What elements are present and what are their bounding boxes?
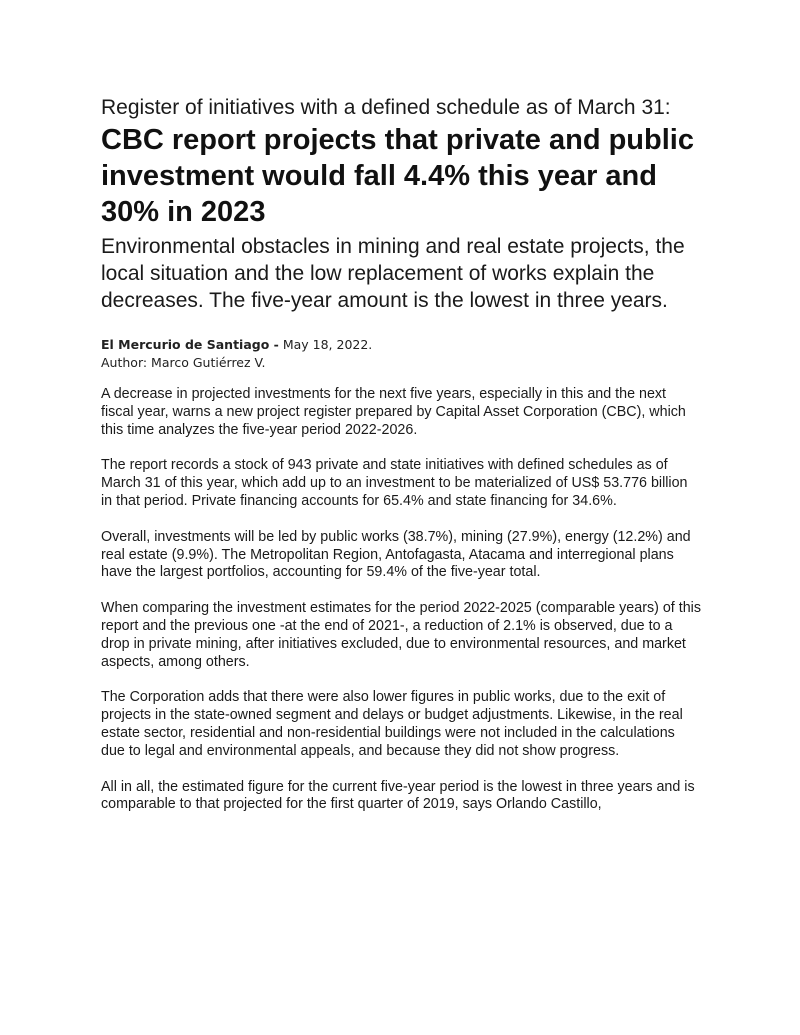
body-paragraph: Overall, investments will be led by public works (38.7%), mining (27.9%), energy (12.2%) and real estate (9.9%). The Metropolitan Region, Antofagasta, Atacama and interregional plans have the largest portfolios, accounting for 59.4% of the five-year total. — [101, 528, 691, 581]
article-deck: Environmental obstacles in mining and real estate projects, the local situation and the low replacement of works explain the decreases. The five-year amount is the lowest in three years. — [101, 235, 685, 312]
body-paragraph: When comparing the investment estimates for the period 2022-2025 (comparable years) of this report and the previous one -at the end of 2021-, a reduction of 2.1% is observed, due to a drop in private mining, after initiatives excluded, due to environmental resources, and market aspects, among others. — [101, 600, 701, 670]
byline — [101, 336, 701, 372]
body-paragraph: The report records a stock of 943 private and state initiatives with defined schedules as of March 31 of this year, which add up to an investment to be materialized of US$ 53.776 billion in that period. Private financing accounts for 65.4% and state financing for 34.6%. — [101, 457, 688, 509]
body-paragraph: A decrease in projected investments for the next five years, especially in this and the next fiscal year, warns a new project register prepared by Capital Asset Corporation (CBC), which this time analyzes the five-year period 2022-2026. — [101, 386, 686, 438]
article-headline: CBC report projects that private and public investment would fall 4.4% this year and 30% in 2023 — [101, 124, 694, 228]
body-paragraph: All in all, the estimated figure for the current five-year period is the lowest in three years and is comparable to that projected for the first quarter of 2019, says Orlando Castillo, — [101, 778, 695, 813]
article-kicker: Register of initiatives with a defined schedule as of March 31: — [101, 96, 671, 119]
publication-source: El Mercurio de Santiago - — [101, 337, 279, 352]
byline-source-line — [101, 336, 701, 354]
article — [101, 95, 701, 832]
body-paragraph: The Corporation adds that there were also lower figures in public works, due to the exit of projects in the state-owned segment and delays or budget adjustments. Likewise, in the real estate sector, residential and non-residential buildings were not included in the calculations due to legal and environmental appeals, and because they did not show progress. — [101, 689, 683, 759]
article-author: Author: Marco Gutiérrez V. — [101, 355, 266, 370]
article-body — [101, 386, 701, 814]
publication-date: May 18, 2022. — [282, 337, 373, 352]
